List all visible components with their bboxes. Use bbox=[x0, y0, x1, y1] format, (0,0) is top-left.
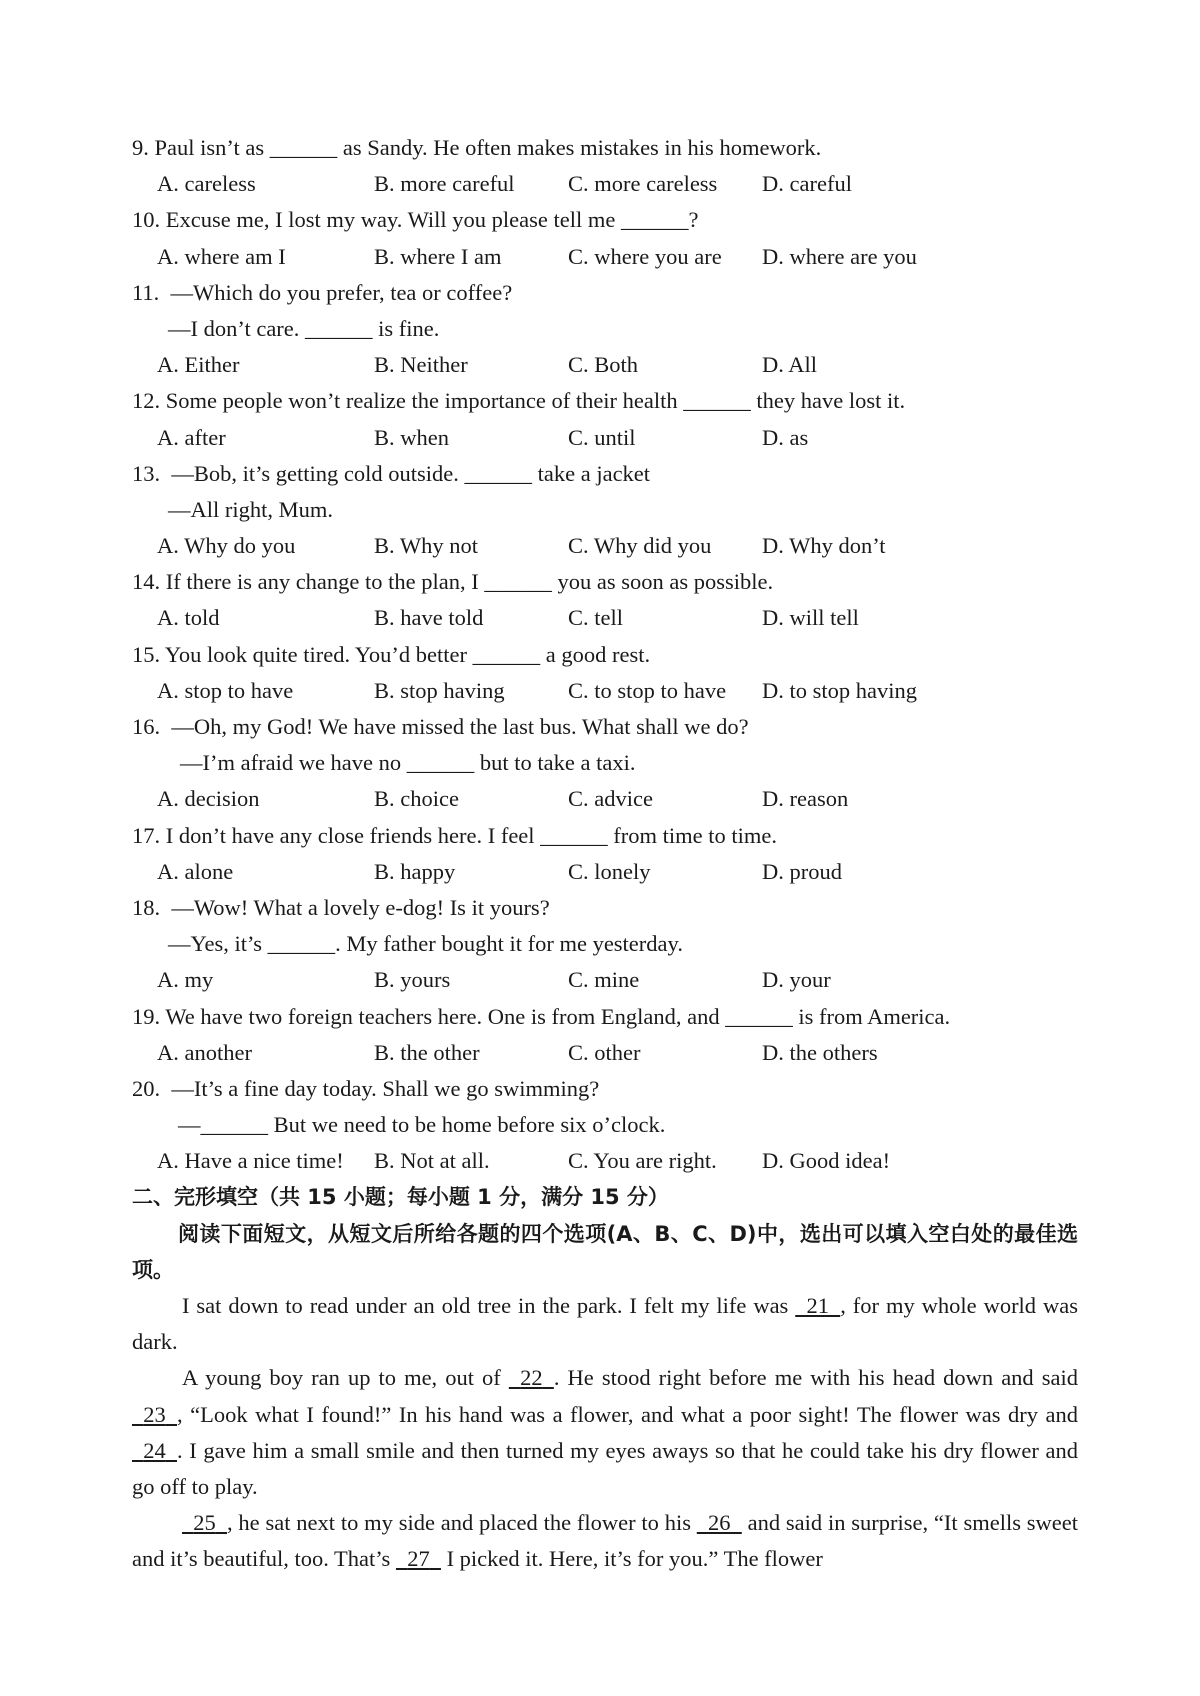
question-14 bbox=[132, 564, 1078, 636]
option-a[interactable]: A. after bbox=[157, 424, 226, 450]
question-13 bbox=[132, 456, 1078, 565]
cloze-blank-25[interactable]: 25 bbox=[193, 1510, 216, 1536]
question-12 bbox=[132, 383, 1078, 455]
cloze-blank-24[interactable]: 24 bbox=[143, 1437, 166, 1463]
option-d[interactable]: D. proud bbox=[762, 858, 842, 884]
paragraph-text: A young boy ran up to me, out of bbox=[182, 1365, 509, 1391]
option-b[interactable]: B. have told bbox=[374, 605, 484, 631]
option-d[interactable]: D. reason bbox=[762, 786, 849, 812]
question-number: 13. bbox=[132, 460, 161, 486]
question-10 bbox=[132, 202, 1078, 274]
question-number: 11. bbox=[132, 279, 160, 305]
question-number: 10. bbox=[132, 207, 161, 233]
question-15 bbox=[132, 637, 1078, 709]
cloze-blank-27[interactable]: 27 bbox=[407, 1546, 430, 1572]
option-c[interactable]: C. where you are bbox=[568, 243, 722, 269]
question-9 bbox=[132, 130, 1078, 202]
option-c[interactable]: C. more careless bbox=[568, 171, 718, 197]
question-19 bbox=[132, 999, 1078, 1071]
paragraph-text: and said in surprise, “It smells sweet and it’s beautiful, too. That’s bbox=[132, 1510, 1078, 1572]
option-a[interactable]: A. careless bbox=[157, 171, 256, 197]
option-c[interactable]: C. lonely bbox=[568, 858, 651, 884]
option-d[interactable]: D. where are you bbox=[762, 243, 917, 269]
question-stem: Paul isn’t as ______ as Sandy. He often makes mistakes in his homework. bbox=[154, 135, 822, 160]
cloze-blank-22[interactable]: 22 bbox=[520, 1365, 543, 1391]
option-c[interactable]: C. You are right. bbox=[568, 1148, 717, 1174]
section-instruction: 阅读下面短文，从短文后所给各题的四个选项(A、B、C、D)中，选出可以填入空白处的最佳选项。 bbox=[132, 1221, 1078, 1282]
paragraph-text: . I gave him a small smile and then turned my eyes aways so that he could take his dry flower and go off to play. bbox=[132, 1437, 1078, 1500]
question-number: 9. bbox=[132, 135, 149, 160]
option-b[interactable]: B. Why not bbox=[374, 533, 478, 559]
option-a[interactable]: A. told bbox=[157, 605, 220, 631]
question-stem: You look quite tired. You’d better ______ a good rest. bbox=[164, 641, 651, 667]
option-d[interactable]: D. will tell bbox=[762, 605, 859, 631]
question-reply: —All right, Mum. bbox=[168, 496, 334, 522]
paragraph-text: I picked it. Here, it’s for you.” The flower bbox=[440, 1546, 823, 1572]
option-d[interactable]: D. as bbox=[762, 424, 809, 450]
question-number: 17. bbox=[132, 822, 161, 848]
cloze-paragraph-2 bbox=[132, 1360, 1078, 1505]
question-11 bbox=[132, 275, 1078, 384]
option-a[interactable]: A. alone bbox=[157, 858, 234, 884]
option-c[interactable]: C. other bbox=[568, 1039, 641, 1065]
option-b[interactable]: B. Neither bbox=[374, 352, 468, 378]
option-c[interactable]: C. tell bbox=[568, 605, 623, 631]
question-stem: Excuse me, I lost my way. Will you please tell me ______? bbox=[165, 207, 699, 233]
option-b[interactable]: B. the other bbox=[374, 1039, 480, 1065]
question-stem: Some people won’t realize the importance of their health ______ they have lost it. bbox=[165, 388, 906, 414]
option-c[interactable]: C. advice bbox=[568, 786, 653, 812]
option-a[interactable]: A. my bbox=[157, 967, 214, 993]
cloze-blank-26[interactable]: 26 bbox=[708, 1510, 731, 1536]
question-stem: We have two foreign teachers here. One is from England, and ______ is from America. bbox=[165, 1003, 951, 1029]
option-c[interactable]: C. to stop to have bbox=[568, 677, 727, 703]
option-b[interactable]: B. yours bbox=[374, 967, 451, 993]
option-a[interactable]: A. Why do you bbox=[157, 533, 296, 559]
question-reply: —Yes, it’s ______. My father bought it for me yesterday. bbox=[168, 931, 683, 957]
question-reply: —I don’t care. ______ is fine. bbox=[168, 315, 440, 341]
option-d[interactable]: D. to stop having bbox=[762, 677, 917, 703]
option-d[interactable]: D. your bbox=[762, 967, 831, 993]
option-c[interactable]: C. Both bbox=[568, 352, 639, 378]
question-20 bbox=[132, 1071, 1078, 1180]
option-c[interactable]: C. mine bbox=[568, 967, 640, 993]
option-d[interactable]: D. Why don’t bbox=[762, 533, 886, 559]
question-stem: —Bob, it’s getting cold outside. ______ take a jacket bbox=[171, 460, 651, 486]
question-18 bbox=[132, 890, 1078, 999]
section-heading: 二、完形填空（共 15 小题；每小题 1 分，满分 15 分） bbox=[132, 1185, 669, 1210]
question-number: 15. bbox=[132, 641, 161, 667]
question-number: 20. bbox=[132, 1075, 161, 1101]
question-stem: —It’s a fine day today. Shall we go swimming? bbox=[171, 1075, 600, 1101]
question-number: 12. bbox=[132, 388, 161, 414]
paragraph-text: I sat down to read under an old tree in the park. I felt my life was bbox=[182, 1293, 796, 1319]
option-c[interactable]: C. Why did you bbox=[568, 533, 712, 559]
question-number: 14. bbox=[132, 569, 161, 595]
question-stem: I don’t have any close friends here. I feel ______ from time to time. bbox=[165, 822, 778, 848]
option-d[interactable]: D. All bbox=[762, 352, 818, 378]
option-a[interactable]: A. decision bbox=[157, 786, 260, 812]
question-number: 18. bbox=[132, 894, 161, 920]
question-stem: —Wow! What a lovely e-dog! Is it yours? bbox=[171, 894, 550, 920]
option-a[interactable]: A. stop to have bbox=[157, 677, 294, 703]
question-16 bbox=[132, 709, 1078, 818]
option-d[interactable]: D. the others bbox=[762, 1039, 878, 1065]
option-d[interactable]: D. Good idea! bbox=[762, 1148, 891, 1174]
option-a[interactable]: A. Have a nice time! bbox=[157, 1148, 344, 1174]
cloze-blank-23[interactable]: 23 bbox=[143, 1401, 166, 1427]
paragraph-text: , “Look what I found!” In his hand was a flower, and what a poor sight! The flower was dry and bbox=[177, 1401, 1078, 1427]
option-a[interactable]: A. another bbox=[157, 1039, 252, 1065]
option-b[interactable]: B. happy bbox=[374, 858, 456, 884]
question-stem: —Which do you prefer, tea or coffee? bbox=[170, 279, 513, 305]
question-stem: —Oh, my God! We have missed the last bus. What shall we do? bbox=[171, 714, 749, 739]
paragraph-text: , for my whole world was dark. bbox=[132, 1293, 1078, 1355]
option-b[interactable]: B. when bbox=[374, 424, 449, 450]
option-b[interactable]: B. stop having bbox=[374, 677, 505, 703]
option-b[interactable]: B. where I am bbox=[374, 243, 502, 269]
exam-page bbox=[132, 130, 1078, 1578]
cloze-blank-21[interactable]: 21 bbox=[806, 1293, 829, 1319]
paragraph-text: , he sat next to my side and placed the flower to his bbox=[227, 1510, 697, 1536]
cloze-paragraph-1 bbox=[132, 1288, 1078, 1360]
option-a[interactable]: A. where am I bbox=[157, 243, 286, 269]
option-d[interactable]: D. careful bbox=[762, 171, 852, 197]
question-17 bbox=[132, 818, 1078, 890]
question-reply: —I’m afraid we have no ______ but to take a taxi. bbox=[180, 750, 636, 776]
option-b[interactable]: B. choice bbox=[374, 786, 459, 812]
option-b[interactable]: B. Not at all. bbox=[374, 1148, 490, 1174]
question-number: 19. bbox=[132, 1003, 161, 1029]
option-c[interactable]: C. until bbox=[568, 424, 636, 450]
question-number: 16. bbox=[132, 714, 161, 739]
question-reply: —______ But we need to be home before six o’clock. bbox=[178, 1112, 666, 1138]
question-stem: If there is any change to the plan, I ______ you as soon as possible. bbox=[165, 569, 774, 595]
cloze-paragraph-3 bbox=[132, 1505, 1078, 1577]
option-a[interactable]: A. Either bbox=[157, 352, 240, 378]
paragraph-text: . He stood right before me with his head down and said bbox=[553, 1365, 1078, 1391]
option-b[interactable]: B. more careful bbox=[374, 171, 515, 197]
